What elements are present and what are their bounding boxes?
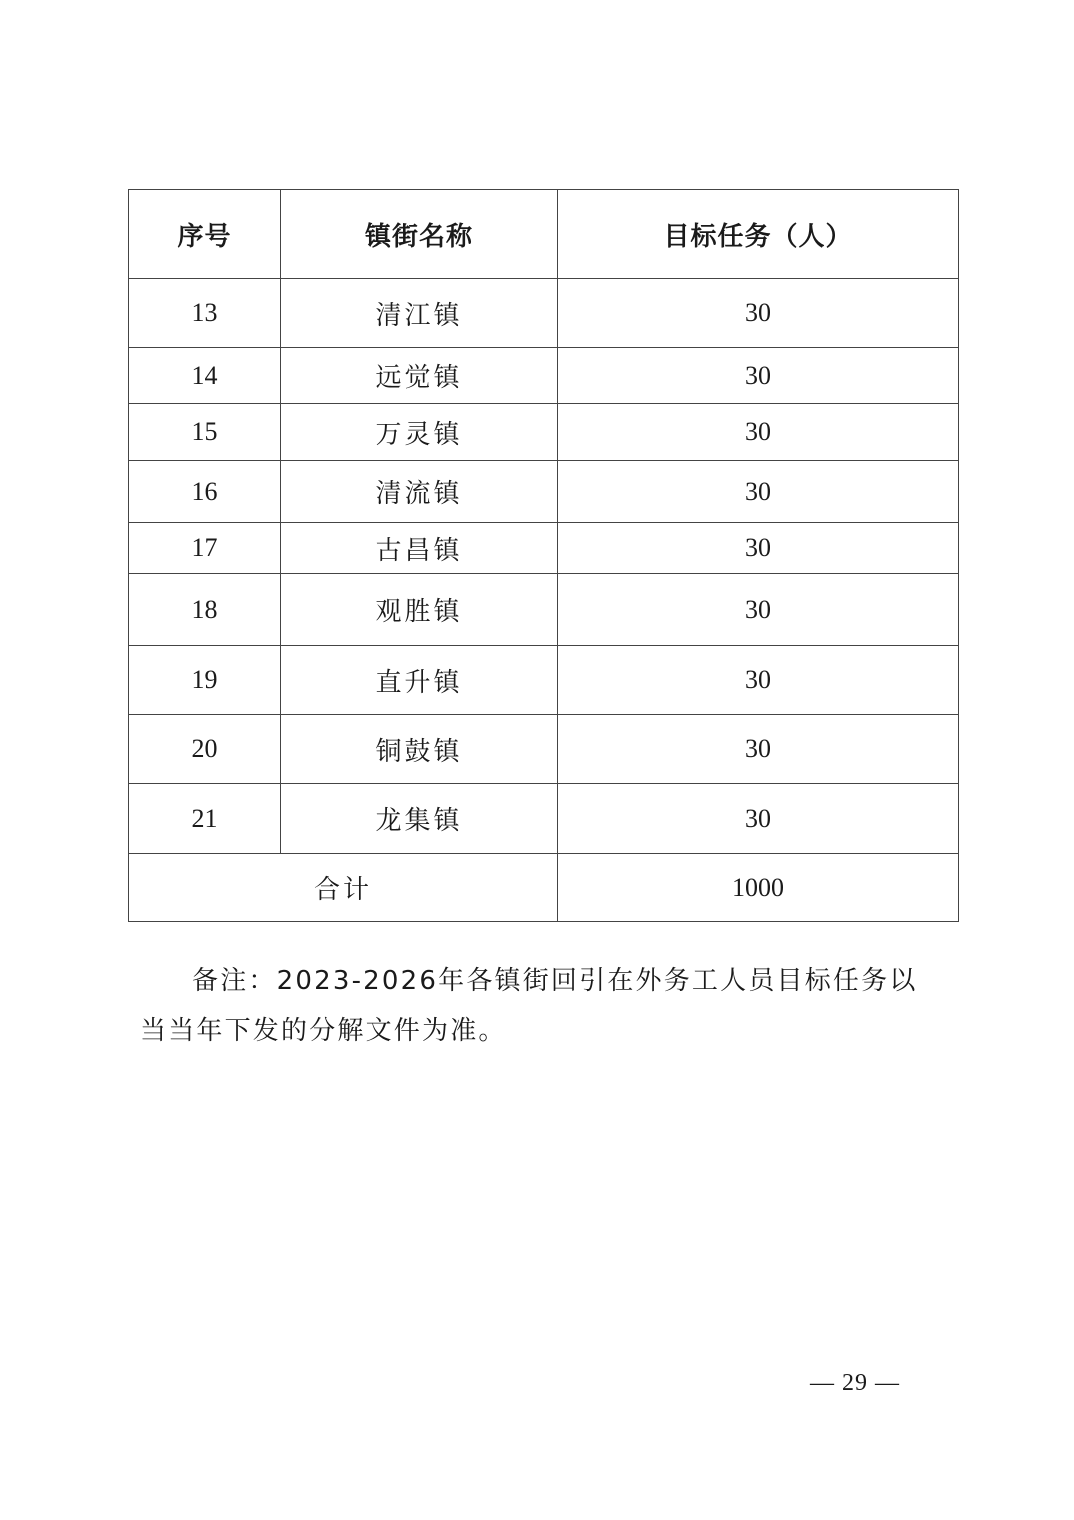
row-town-name: 清江镇	[281, 279, 558, 348]
row-town-name: 铜鼓镇	[281, 715, 558, 784]
row-target: 30	[558, 348, 959, 404]
page-number: — 29 —	[810, 1370, 900, 1396]
table-row	[129, 404, 959, 461]
table-row	[129, 784, 959, 854]
header-town-name: 镇街名称	[281, 190, 558, 279]
table-total-row	[129, 854, 959, 922]
table-row	[129, 348, 959, 404]
row-town-name: 龙集镇	[281, 784, 558, 854]
row-town-name: 万灵镇	[281, 404, 558, 461]
row-index: 13	[129, 279, 281, 348]
remark-paragraph: 备注：2023-2026年各镇街回引在外务工人员目标任务以当当年下发的分解文件为准。	[140, 966, 918, 1046]
row-target: 30	[558, 279, 959, 348]
total-value: 1000	[558, 854, 959, 922]
row-index: 16	[129, 461, 281, 523]
table-row	[129, 646, 959, 715]
row-index: 15	[129, 404, 281, 461]
header-index: 序号	[129, 190, 281, 279]
table-header-row	[129, 190, 959, 279]
row-town-name: 清流镇	[281, 461, 558, 523]
row-town-name: 古昌镇	[281, 523, 558, 574]
row-target: 30	[558, 574, 959, 646]
row-index: 14	[129, 348, 281, 404]
row-index: 17	[129, 523, 281, 574]
table-row	[129, 715, 959, 784]
row-town-name: 观胜镇	[281, 574, 558, 646]
table-row	[129, 523, 959, 574]
row-index: 21	[129, 784, 281, 854]
header-target: 目标任务（人）	[558, 190, 959, 279]
table-row	[129, 461, 959, 523]
row-town-name: 直升镇	[281, 646, 558, 715]
row-target: 30	[558, 715, 959, 784]
table-row	[129, 574, 959, 646]
row-target: 30	[558, 646, 959, 715]
target-task-table	[128, 189, 959, 922]
row-target: 30	[558, 784, 959, 854]
row-index: 18	[129, 574, 281, 646]
table-row	[129, 279, 959, 348]
row-target: 30	[558, 404, 959, 461]
row-target: 30	[558, 461, 959, 523]
row-target: 30	[558, 523, 959, 574]
row-index: 20	[129, 715, 281, 784]
total-label: 合计	[129, 854, 558, 922]
row-index: 19	[129, 646, 281, 715]
row-town-name: 远觉镇	[281, 348, 558, 404]
